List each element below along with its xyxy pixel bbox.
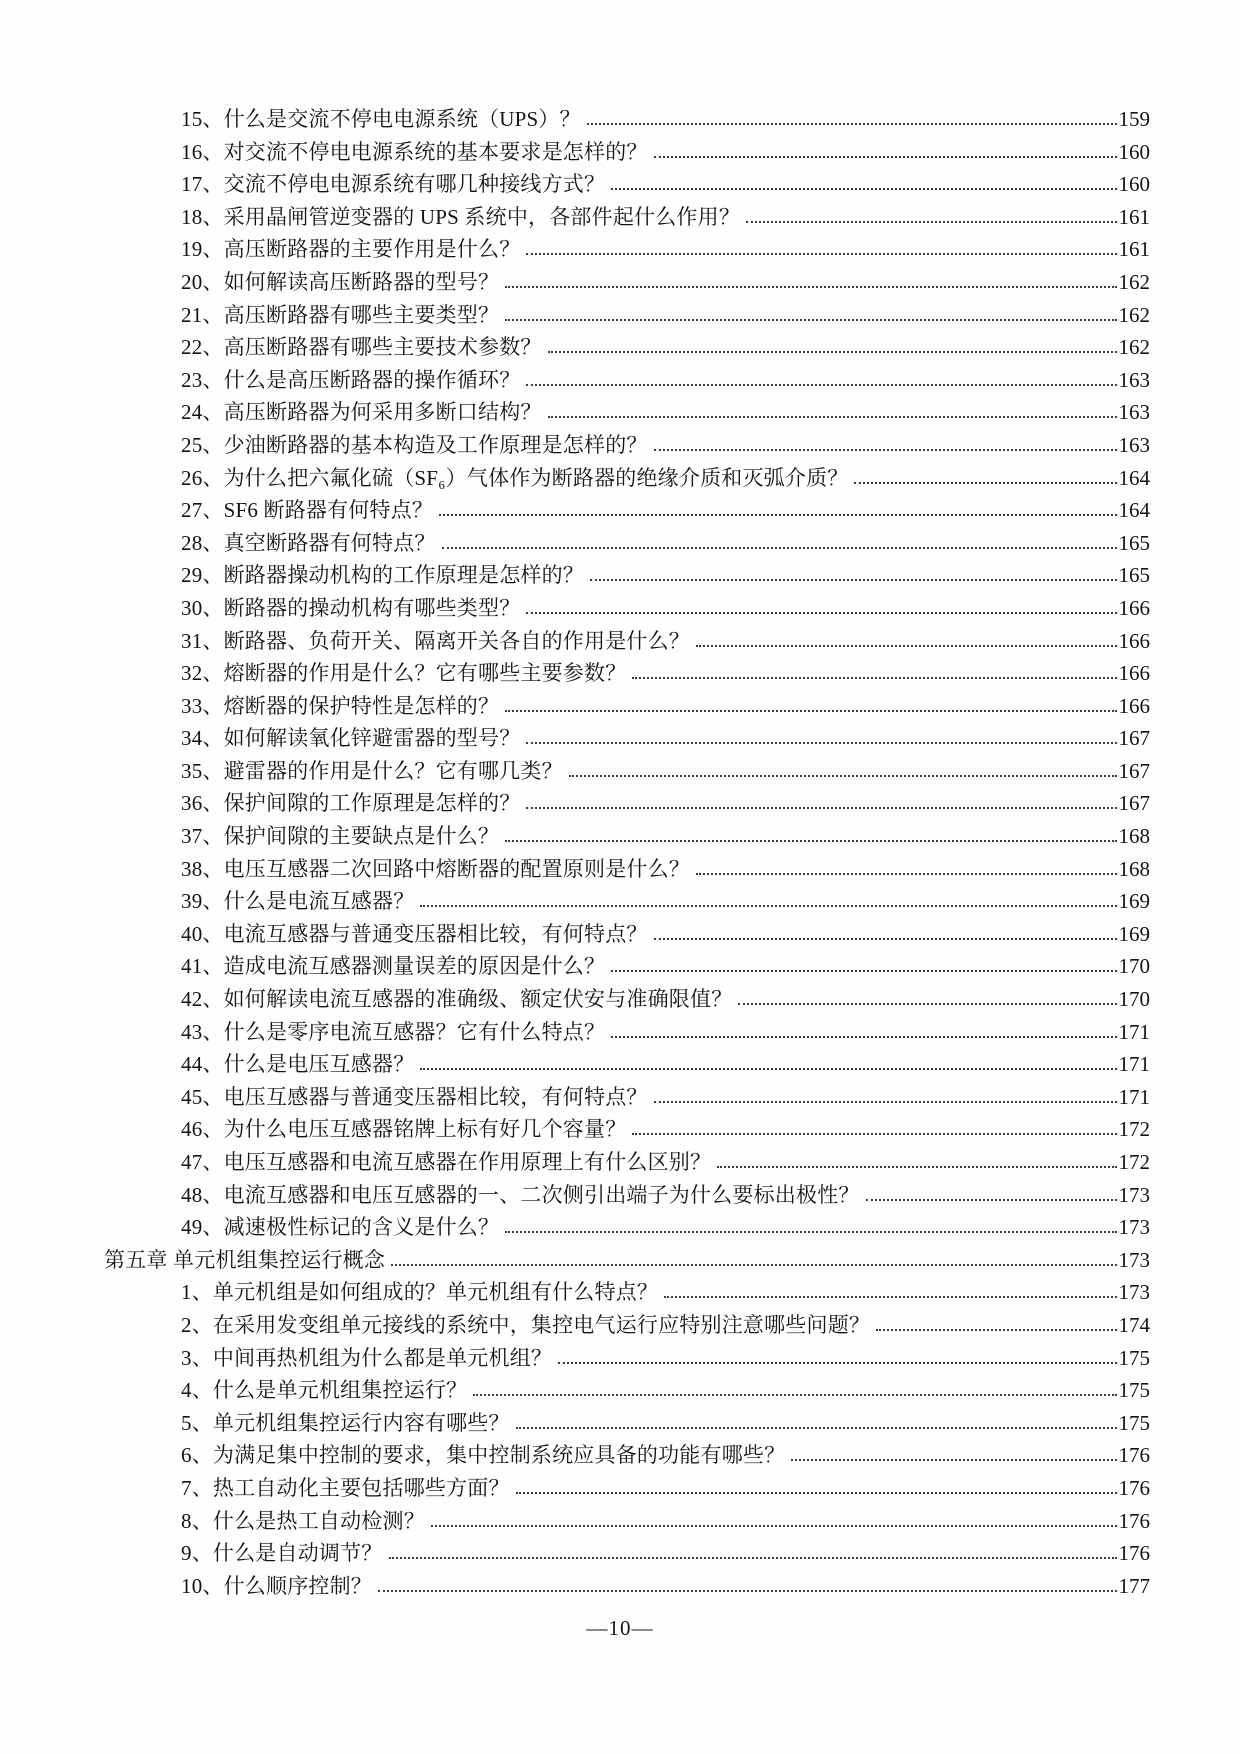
toc-entry-label: 48、电流互感器和电压互感器的一、二次侧引出端子为什么要标出极性？ [181, 1182, 860, 1207]
toc-page-number: 168 [1118, 824, 1150, 849]
dot-leader [442, 546, 1117, 549]
toc-page-number: 163 [1118, 400, 1150, 425]
page-number-footer: —10— [586, 1616, 654, 1640]
toc-entry-row [104, 1505, 1150, 1538]
toc-entry-label: 19、高压断路器的主要作用是什么？ [181, 237, 521, 262]
dot-leader [389, 1556, 1117, 1559]
dot-leader [505, 1230, 1116, 1233]
toc-entry-label: 17、交流不停电电源系统有哪几种接线方式？ [181, 172, 606, 197]
toc-page-number: 162 [1118, 335, 1150, 360]
toc-page-number: 176 [1118, 1541, 1150, 1566]
toc-entry-row [104, 1374, 1150, 1407]
toc-page-number: 162 [1118, 302, 1150, 327]
toc-entry-row [104, 1081, 1150, 1114]
toc-entry-row [104, 168, 1150, 201]
toc-page-number: 173 [1118, 1247, 1150, 1272]
toc-page-number: 174 [1118, 1312, 1150, 1337]
toc-page-number: 175 [1118, 1410, 1150, 1435]
dot-leader [526, 252, 1116, 255]
dot-leader [632, 1132, 1116, 1135]
toc-entry-label: 2、在采用发变组单元接线的系统中，集控电气运行应特别注意哪些问题？ [181, 1312, 871, 1337]
toc-entry-label: 30、断路器的操动机构有哪些类型？ [181, 595, 521, 620]
toc-page-number: 166 [1118, 693, 1150, 718]
toc-entry-row [104, 690, 1150, 723]
toc-entry-row [104, 918, 1150, 951]
toc-entry-row [104, 364, 1150, 397]
toc-entry-label: 35、避雷器的作用是什么？它有哪几类？ [181, 758, 563, 783]
toc-entry-row [104, 1211, 1150, 1244]
dot-leader [505, 285, 1116, 288]
toc-page-number: 173 [1118, 1182, 1150, 1207]
dot-leader [664, 1295, 1116, 1298]
dot-leader [866, 1198, 1117, 1201]
toc-page-number: 169 [1118, 921, 1150, 946]
toc-page-number: 170 [1118, 954, 1150, 979]
toc-page-number: 165 [1118, 563, 1150, 588]
toc-page-number: 159 [1118, 107, 1150, 131]
toc-page-number: 171 [1118, 1052, 1150, 1077]
toc-entry-label: 22、高压断路器有哪些主要技术参数？ [181, 335, 542, 360]
toc-entry-label: 25、少油断路器的基本构造及工作原理是怎样的？ [181, 432, 648, 457]
toc-entry-row [104, 1407, 1150, 1440]
toc-entry-row [104, 559, 1150, 592]
toc-page-number: 166 [1118, 661, 1150, 686]
toc-entry-row [104, 885, 1150, 918]
toc-page-number: 162 [1118, 269, 1150, 294]
toc-entry-row [104, 657, 1150, 690]
toc-entry-label: 45、电压互感器与普通变压器相比较，有何特点？ [181, 1084, 648, 1109]
toc-entry-label: 41、造成电流互感器测量误差的原因是什么？ [181, 954, 606, 979]
dot-leader [516, 1426, 1117, 1429]
toc-page-number: 161 [1118, 237, 1150, 262]
toc-entry-row [104, 1146, 1150, 1179]
toc-page-number: 175 [1118, 1345, 1150, 1370]
dot-leader [611, 1035, 1116, 1038]
dot-leader [717, 1165, 1116, 1168]
toc-entry-label: 46、为什么电压互感器铭牌上标有好几个容量？ [181, 1117, 627, 1142]
toc-entry-label: 31、断路器、负荷开关、隔离开关各自的作用是什么？ [181, 628, 690, 653]
toc-entry-row [104, 755, 1150, 788]
toc-page-number: 166 [1118, 628, 1150, 653]
toc-page-number: 170 [1118, 987, 1150, 1012]
toc-entry-label: 21、高压断路器有哪些主要类型？ [181, 302, 500, 327]
toc-entry-row [104, 299, 1150, 332]
dot-leader [654, 155, 1117, 158]
toc-entry-label: 7、热工自动化主要包括哪些方面？ [181, 1475, 510, 1500]
dot-leader [558, 1361, 1116, 1364]
dot-leader [791, 1458, 1116, 1461]
toc-entry-label: 15、什么是交流不停电电源系统（UPS）？ [181, 107, 581, 131]
toc-entry-label: 42、如何解读电流互感器的准确级、额定伏安与准确限值？ [181, 987, 733, 1012]
toc-entry-label: 40、电流互感器与普通变压器相比较，有何特点？ [181, 921, 648, 946]
toc-entry-row [104, 625, 1150, 658]
dot-leader [526, 383, 1116, 386]
dot-leader [611, 187, 1116, 190]
toc-entry-row [104, 853, 1150, 886]
toc-page-number: 177 [1118, 1573, 1150, 1598]
toc-entry-row [104, 1342, 1150, 1375]
dot-leader [548, 415, 1117, 418]
dot-leader [569, 774, 1117, 777]
toc-entry-label: 16、对交流不停电电源系统的基本要求是怎样的？ [181, 139, 648, 164]
dot-leader [611, 969, 1116, 972]
toc-page-number: 164 [1118, 498, 1150, 523]
toc-entry-label: 47、电压互感器和电流互感器在作用原理上有什么区别？ [181, 1150, 712, 1174]
toc-entry-row [104, 592, 1150, 625]
dot-leader [854, 481, 1116, 484]
toc-page-number: 160 [1118, 139, 1150, 164]
toc-entry-label: 18、采用晶闸管逆变器的 UPS 系统中，各部件起什么作用？ [181, 204, 741, 229]
toc-entry-label: 9、什么是自动调节？ [181, 1541, 383, 1566]
toc-page-number: 176 [1118, 1443, 1150, 1468]
toc-entry-row [104, 1472, 1150, 1505]
dot-leader [431, 1524, 1117, 1527]
toc-entry-row [104, 136, 1150, 169]
toc-entry-row [104, 429, 1150, 462]
dot-leader [526, 806, 1116, 809]
toc-page-number: 167 [1118, 758, 1150, 783]
toc-entry-label: 8、什么是热工自动检测？ [181, 1508, 425, 1533]
toc-entry-label: 28、真空断路器有何特点？ [181, 530, 436, 555]
dot-leader [473, 1393, 1116, 1396]
toc-entry-label: 32、熔断器的作用是什么？它有哪些主要参数？ [181, 661, 627, 686]
toc-entry-row [104, 1570, 1150, 1603]
toc-page-number: 165 [1118, 530, 1150, 555]
dot-leader [696, 872, 1117, 875]
toc-chapter-row [104, 1244, 1150, 1277]
toc-page-number: 163 [1118, 367, 1150, 392]
toc-entry-label: 5、单元机组集控运行内容有哪些？ [181, 1410, 510, 1435]
dot-leader [654, 1100, 1117, 1103]
toc-entry-label: 37、保护间隙的主要缺点是什么？ [181, 824, 500, 849]
toc-entry-row [104, 1276, 1150, 1309]
dot-leader [696, 644, 1117, 647]
dot-leader [654, 937, 1117, 940]
dot-leader [654, 448, 1117, 451]
toc-entry-label: 33、熔断器的保护特性是怎样的？ [181, 693, 500, 718]
toc-entry-row [104, 722, 1150, 755]
toc-page-number: 164 [1118, 465, 1150, 490]
toc-entry-label: 44、什么是电压互感器？ [181, 1052, 415, 1077]
toc-entry-label: 38、电压互感器二次回路中熔断器的配置原则是什么？ [181, 856, 690, 881]
toc-page-number: 166 [1118, 595, 1150, 620]
toc-entry-label: 49、减速极性标记的含义是什么？ [181, 1215, 500, 1240]
toc-page-number: 161 [1118, 204, 1150, 229]
toc-entry-label: 29、断路器操动机构的工作原理是怎样的？ [181, 563, 584, 588]
toc-entry-row [104, 1439, 1150, 1472]
toc-entry-label: 20、如何解读高压断路器的型号？ [181, 269, 500, 294]
toc-entry-label: 26、为什么把六氟化硫（SF₆）气体作为断路器的绝缘介质和灭弧介质？ [181, 465, 849, 490]
dot-leader [505, 709, 1116, 712]
toc-page-number: 173 [1118, 1280, 1150, 1305]
toc-entry-row [104, 787, 1150, 820]
dot-leader [505, 318, 1116, 321]
toc-entry-row [104, 527, 1150, 560]
toc-page-number: 160 [1118, 172, 1150, 197]
toc-page-number: 169 [1118, 889, 1150, 914]
dot-leader [876, 1328, 1116, 1331]
toc-entry-row [104, 233, 1150, 266]
dot-leader [746, 220, 1116, 223]
toc-entry-row [104, 462, 1150, 495]
toc-entry-label: 27、SF6 断路器有何特点？ [181, 498, 434, 523]
toc-entry-label: 10、什么顺序控制？ [181, 1573, 372, 1598]
toc-entry-row [104, 950, 1150, 983]
dot-leader [526, 611, 1116, 614]
toc-entry-row [104, 1113, 1150, 1146]
dot-leader [420, 1067, 1116, 1070]
dot-leader [439, 513, 1116, 516]
toc-entry-label: 24、高压断路器为何采用多断口结构？ [181, 400, 542, 425]
toc-entry-label: 6、为满足集中控制的要求，集中控制系统应具备的功能有哪些？ [181, 1443, 786, 1468]
toc-entry-row [104, 1309, 1150, 1342]
dot-leader [590, 578, 1117, 581]
toc-entry-label: 1、单元机组是如何组成的？单元机组有什么特点？ [181, 1280, 659, 1305]
toc-entry-row [104, 820, 1150, 853]
toc-entry-row [104, 396, 1150, 429]
toc-page-number: 176 [1118, 1508, 1150, 1533]
toc-entry-row [104, 331, 1150, 364]
toc-entry-row [104, 1537, 1150, 1570]
toc-entry-label: 4、什么是单元机组集控运行？ [181, 1378, 468, 1403]
toc-entry-row [104, 1179, 1150, 1212]
toc-page-number: 171 [1118, 1084, 1150, 1109]
toc-entry-row [104, 103, 1150, 136]
toc-page-number: 173 [1118, 1215, 1150, 1240]
toc-entry-label: 39、什么是电流互感器？ [181, 889, 415, 914]
dot-leader [505, 839, 1116, 842]
dot-leader [516, 1491, 1117, 1494]
toc-entry-label: 36、保护间隙的工作原理是怎样的？ [181, 791, 521, 816]
dot-leader [548, 350, 1117, 353]
toc-entry-label: 43、什么是零序电流互感器？它有什么特点？ [181, 1019, 606, 1044]
toc-page-number: 172 [1118, 1117, 1150, 1142]
toc-page-number: 167 [1118, 726, 1150, 751]
toc-entry-row [104, 1016, 1150, 1049]
dot-leader [587, 122, 1117, 125]
toc-entry-label: 第五章 单元机组集控运行概念 [104, 1247, 386, 1272]
toc-page-number: 176 [1118, 1475, 1150, 1500]
toc-entry-row [104, 494, 1150, 527]
toc-entry-label: 34、如何解读氧化锌避雷器的型号？ [181, 726, 521, 751]
toc-page-number: 175 [1118, 1378, 1150, 1403]
dot-leader [738, 1002, 1116, 1005]
toc-page-number: 172 [1118, 1150, 1150, 1174]
toc-page-number: 163 [1118, 432, 1150, 457]
dot-leader [632, 676, 1116, 679]
dot-leader [526, 741, 1116, 744]
toc-list [104, 103, 1150, 1602]
toc-entry-row [104, 266, 1150, 299]
toc-page-number: 168 [1118, 856, 1150, 881]
toc-entry-label: 23、什么是高压断路器的操作循环？ [181, 367, 521, 392]
toc-entry-row [104, 983, 1150, 1016]
dot-leader [420, 904, 1116, 907]
dot-leader [391, 1263, 1116, 1266]
toc-entry-row [104, 201, 1150, 234]
toc-entry-label: 3、中间再热机组为什么都是单元机组？ [181, 1345, 553, 1370]
toc-entry-row [104, 1048, 1150, 1081]
dot-leader [378, 1589, 1117, 1592]
toc-page-number: 167 [1118, 791, 1150, 816]
toc-page-number: 171 [1118, 1019, 1150, 1044]
